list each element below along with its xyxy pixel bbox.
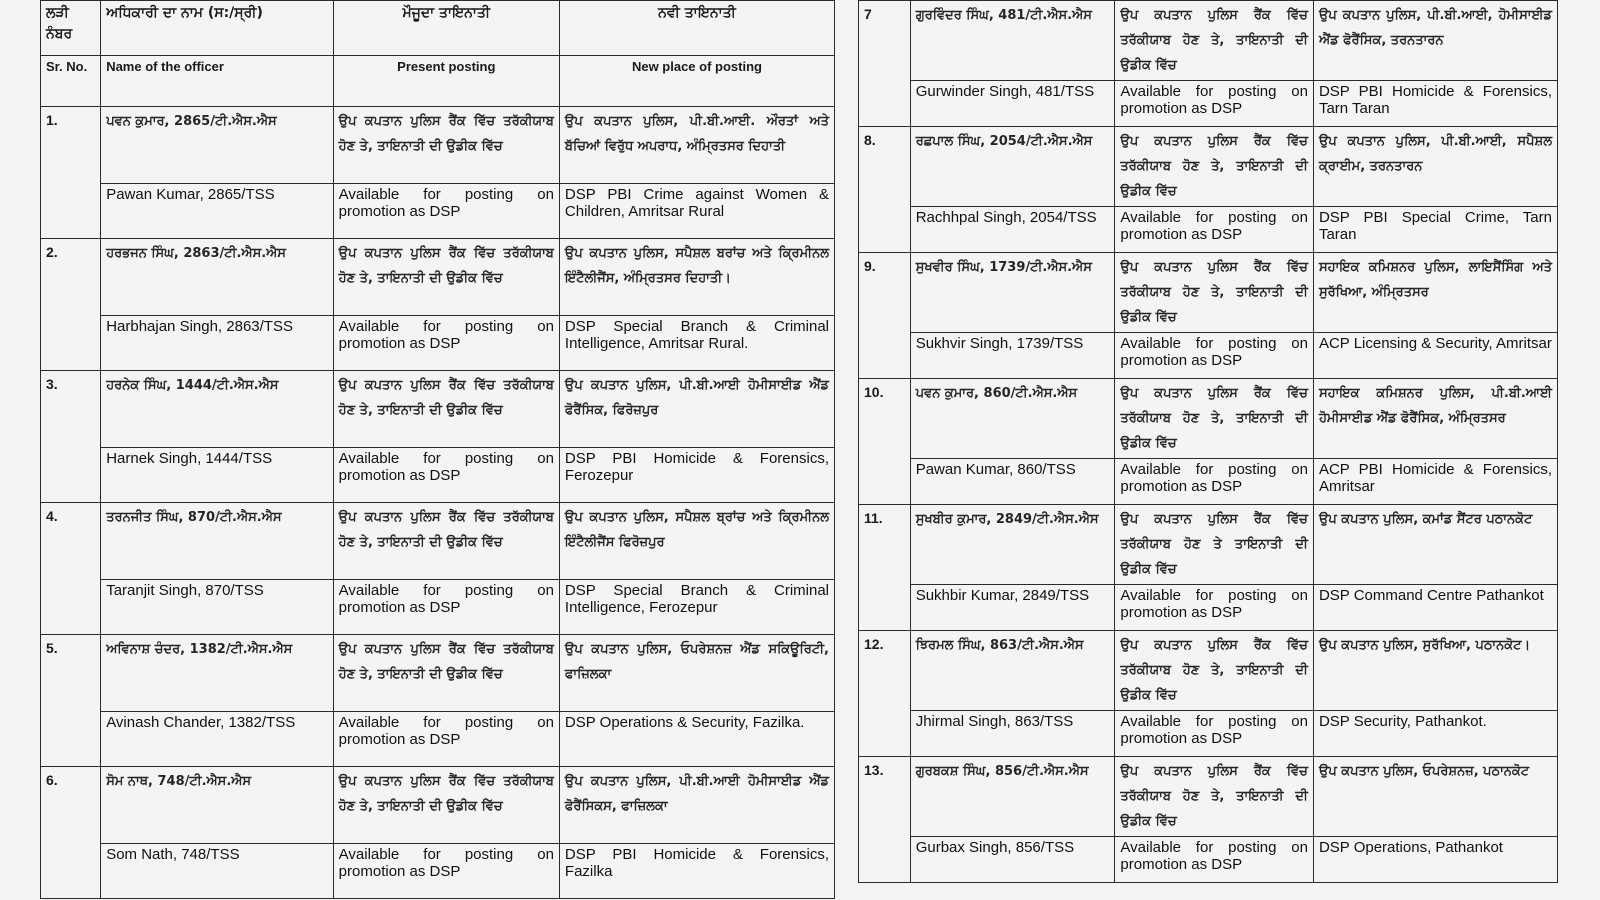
present-posting-punjabi: ਉਪ ਕਪਤਾਨ ਪੁਲਿਸ ਰੈਂਕ ਵਿੱਚ ਤਰੱਕੀਯਾਬ ਹੋਣ ਤੇ, ਤਾਇਨਾਤੀ ਦੀ ਉਡੀਕ ਵਿੱਚ bbox=[333, 635, 559, 712]
officer-name-punjabi: ਹਰਭਜਨ ਸਿੰਘ, 2863/ਟੀ.ਐਸ.ਐਸ bbox=[101, 239, 333, 316]
table-row bbox=[41, 371, 835, 448]
header-present-punjabi: ਮੌਜੂਦਾ ਤਾਇਨਾਤੀ bbox=[333, 1, 559, 56]
header-sr-english: Sr. No. bbox=[41, 56, 101, 107]
new-posting-english: DSP Operations, Pathankot bbox=[1313, 837, 1557, 883]
new-posting-english: DSP Security, Pathankot. bbox=[1313, 711, 1557, 757]
officer-name-punjabi: ਤਰਨਜੀਤ ਸਿੰਘ, 870/ਟੀ.ਐਸ.ਐਸ bbox=[101, 503, 333, 580]
officer-name-english: Gurbax Singh, 856/TSS bbox=[910, 837, 1115, 883]
new-posting-punjabi: ਸਹਾਇਕ ਕਮਿਸ਼ਨਰ ਪੁਲਿਸ, ਪੀ.ਬੀ.ਆਈ ਹੋਮੀਸਾਈਡ ਐਂਡ ਫੋਰੈਂਸਿਕ, ਅੰਮ੍ਰਿਤਸਰ bbox=[1313, 379, 1557, 459]
officer-name-english: Gurwinder Singh, 481/TSS bbox=[910, 81, 1115, 127]
table-row bbox=[41, 316, 835, 371]
serial-number: 13. bbox=[859, 757, 911, 883]
table-row bbox=[859, 253, 1558, 333]
new-posting-english: DSP PBI Homicide & Forensics, Ferozepur bbox=[559, 448, 834, 503]
serial-number: 3. bbox=[41, 371, 101, 503]
new-posting-punjabi: ਉਪ ਕਪਤਾਨ ਪੁਲਿਸ, ਸੁਰੱਖਿਆ, ਪਠਾਨਕੋਟ। bbox=[1313, 631, 1557, 711]
new-posting-punjabi: ਉਪ ਕਪਤਾਨ ਪੁਲਿਸ, ਕਮਾਂਡ ਸੈਂਟਰ ਪਠਾਨਕੋਟ bbox=[1313, 505, 1557, 585]
new-posting-punjabi: ਉਪ ਕਪਤਾਨ ਪੁਲਿਸ, ਸਪੈਸ਼ਲ ਬਰਾਂਚ ਅਤੇ ਕ੍ਰਿਮੀਨਲ ਇੰਟੈਲੀਜੈਂਸ, ਅੰਮ੍ਰਿਤਸਰ ਦਿਹਾਤੀ। bbox=[559, 239, 834, 316]
serial-number: 5. bbox=[41, 635, 101, 767]
present-posting-english: Available for posting on promotion as DSP bbox=[333, 448, 559, 503]
present-posting-punjabi: ਉਪ ਕਪਤਾਨ ਪੁਲਿਸ ਰੈਂਕ ਵਿੱਚ ਤਰੱਕੀਯਾਬ ਹੋਣ ਤੇ, ਤਾਇਨਾਤੀ ਦੀ ਉਡੀਕ ਵਿੱਚ bbox=[333, 767, 559, 844]
present-posting-english: Available for posting on promotion as DSP bbox=[1115, 711, 1314, 757]
officer-name-english: Taranjit Singh, 870/TSS bbox=[101, 580, 333, 635]
new-posting-punjabi: ਉਪ ਕਪਤਾਨ ਪੁਲਿਸ, ਪੀ.ਬੀ.ਆਈ, ਸਪੈਸ਼ਲ ਕ੍ਰਾਈਮ, ਤਰਨਤਾਰਨ bbox=[1313, 127, 1557, 207]
officer-name-punjabi: ਸੁਖਬੀਰ ਕੁਮਾਰ, 2849/ਟੀ.ਐਸ.ਐਸ bbox=[910, 505, 1115, 585]
serial-number: 7 bbox=[859, 1, 911, 127]
serial-number: 9. bbox=[859, 253, 911, 379]
present-posting-english: Available for posting on promotion as DSP bbox=[1115, 459, 1314, 505]
new-posting-punjabi: ਉਪ ਕਪਤਾਨ ਪੁਲਿਸ, ਪੀ.ਬੀ.ਆਈ ਹੋਮੀਸਾਈਡ ਐਂਡ ਫੋਰੈਂਸਿਕਸ, ਫਾਜ਼ਿਲਕਾ bbox=[559, 767, 834, 844]
header-new-punjabi: ਨਵੀ ਤਾਇਨਾਤੀ bbox=[559, 1, 834, 56]
present-posting-english: Available for posting on promotion as DSP bbox=[333, 184, 559, 239]
table-row bbox=[41, 239, 835, 316]
present-posting-punjabi: ਉਪ ਕਪਤਾਨ ਪੁਲਿਸ ਰੈਂਕ ਵਿੱਚ ਤਰੱਕੀਯਾਬ ਹੋਣ ਤੇ, ਤਾਇਨਾਤੀ ਦੀ ਉਡੀਕ ਵਿੱਚ bbox=[333, 239, 559, 316]
table-row bbox=[859, 207, 1558, 253]
table-row bbox=[859, 837, 1558, 883]
table-row bbox=[859, 81, 1558, 127]
present-posting-punjabi: ਉਪ ਕਪਤਾਨ ਪੁਲਿਸ ਰੈਂਕ ਵਿੱਚ ਤਰੱਕੀਯਾਬ ਹੋਣ ਤੇ ਤਾਇਨਾਤੀ ਦੀ ਉਡੀਕ ਵਿੱਚ bbox=[1115, 505, 1314, 585]
present-posting-english: Available for posting on promotion as DSP bbox=[333, 316, 559, 371]
new-posting-english: DSP Operations & Security, Fazilka. bbox=[559, 712, 834, 767]
posting-table-left bbox=[40, 0, 835, 899]
officer-name-punjabi: ਝਿਰਮਲ ਸਿੰਘ, 863/ਟੀ.ਐਸ.ਐਸ bbox=[910, 631, 1115, 711]
table-row bbox=[41, 107, 835, 184]
table-row bbox=[41, 448, 835, 503]
serial-number: 1. bbox=[41, 107, 101, 239]
table-row bbox=[859, 127, 1558, 207]
serial-number: 10. bbox=[859, 379, 911, 505]
officer-name-punjabi: ਸੁਖਵੀਰ ਸਿੰਘ, 1739/ਟੀ.ਐਸ.ਐਸ bbox=[910, 253, 1115, 333]
table-row bbox=[859, 585, 1558, 631]
header-row-punjabi bbox=[41, 1, 835, 56]
new-posting-punjabi: ਉਪ ਕਪਤਾਨ ਪੁਲਿਸ, ਓਪਰੇਸ਼ਨਜ਼, ਪਠਾਨਕੋਟ bbox=[1313, 757, 1557, 837]
table-row bbox=[859, 459, 1558, 505]
table-row bbox=[41, 580, 835, 635]
new-posting-english: DSP PBI Homicide & Forensics, Tarn Taran bbox=[1313, 81, 1557, 127]
new-posting-punjabi: ਉਪ ਕਪਤਾਨ ਪੁਲਿਸ, ਪੀ.ਬੀ.ਆਈ, ਹੋਮੀਸਾਈਡ ਐਂਡ ਫੋਰੈਂਸਿਕ, ਤਰਨਤਾਰਨ bbox=[1313, 1, 1557, 81]
table-row bbox=[41, 712, 835, 767]
new-posting-english: DSP Special Branch & Criminal Intelligence, Amritsar Rural. bbox=[559, 316, 834, 371]
officer-name-english: Sukhvir Singh, 1739/TSS bbox=[910, 333, 1115, 379]
officer-name-english: Rachhpal Singh, 2054/TSS bbox=[910, 207, 1115, 253]
new-posting-punjabi: ਉਪ ਕਪਤਾਨ ਪੁਲਿਸ, ਪੀ.ਬੀ.ਆਈ. ਔਰਤਾਂ ਅਤੇ ਬੱਚਿਆਂ ਵਿਰੁੱਧ ਅਪਰਾਧ, ਅੰਮ੍ਰਿਤਸਰ ਦਿਹਾਤੀ bbox=[559, 107, 834, 184]
present-posting-english: Available for posting on promotion as DSP bbox=[1115, 837, 1314, 883]
table-row bbox=[41, 767, 835, 844]
officer-name-english: Avinash Chander, 1382/TSS bbox=[101, 712, 333, 767]
serial-number: 8. bbox=[859, 127, 911, 253]
officer-name-english: Harbhajan Singh, 2863/TSS bbox=[101, 316, 333, 371]
present-posting-english: Available for posting on promotion as DSP bbox=[1115, 81, 1314, 127]
new-posting-english: ACP PBI Homicide & Forensics, Amritsar bbox=[1313, 459, 1557, 505]
present-posting-english: Available for posting on promotion as DSP bbox=[333, 580, 559, 635]
officer-name-punjabi: ਪਵਨ ਕੁਮਾਰ, 2865/ਟੀ.ਐਸ.ਐਸ bbox=[101, 107, 333, 184]
present-posting-punjabi: ਉਪ ਕਪਤਾਨ ਪੁਲਿਸ ਰੈਂਕ ਵਿੱਚ ਤਰੱਕੀਯਾਬ ਹੋਣ ਤੇ, ਤਾਇਨਾਤੀ ਦੀ ਉਡੀਕ ਵਿੱਚ bbox=[1115, 631, 1314, 711]
header-sr-punjabi: ਲੜੀ ਨੰਬਰ bbox=[41, 1, 101, 56]
header-new-english: New place of posting bbox=[559, 56, 834, 107]
present-posting-punjabi: ਉਪ ਕਪਤਾਨ ਪੁਲਿਸ ਰੈਂਕ ਵਿੱਚ ਤਰੱਕੀਯਾਬ ਹੋਣ ਤੇ, ਤਾਇਨਾਤੀ ਦੀ ਉਡੀਕ ਵਿੱਚ bbox=[1115, 379, 1314, 459]
serial-number: 12. bbox=[859, 631, 911, 757]
officer-name-english: Jhirmal Singh, 863/TSS bbox=[910, 711, 1115, 757]
new-posting-english: DSP Special Branch & Criminal Intelligence, Ferozepur bbox=[559, 580, 834, 635]
present-posting-english: Available for posting on promotion as DSP bbox=[333, 844, 559, 899]
present-posting-english: Available for posting on promotion as DSP bbox=[1115, 207, 1314, 253]
serial-number: 2. bbox=[41, 239, 101, 371]
present-posting-punjabi: ਉਪ ਕਪਤਾਨ ਪੁਲਿਸ ਰੈਂਕ ਵਿੱਚ ਤਰੱਕੀਯਾਬ ਹੋਣ ਤੇ, ਤਾਇਨਾਤੀ ਦੀ ਉਡੀਕ ਵਿੱਚ bbox=[333, 503, 559, 580]
new-posting-punjabi: ਉਪ ਕਪਤਾਨ ਪੁਲਿਸ, ਪੀ.ਬੀ.ਆਈ ਹੋਮੀਸਾਈਡ ਐਂਡ ਫੋਰੈਂਸਿਕ, ਫਿਰੋਜ਼ਪੁਰ bbox=[559, 371, 834, 448]
table-row bbox=[41, 635, 835, 712]
table-row bbox=[859, 333, 1558, 379]
officer-name-punjabi: ਹਰਨੇਕ ਸਿੰਘ, 1444/ਟੀ.ਐਸ.ਐਸ bbox=[101, 371, 333, 448]
new-posting-english: DSP PBI Special Crime, Tarn Taran bbox=[1313, 207, 1557, 253]
officer-name-english: Harnek Singh, 1444/TSS bbox=[101, 448, 333, 503]
present-posting-punjabi: ਉਪ ਕਪਤਾਨ ਪੁਲਿਸ ਰੈਂਕ ਵਿੱਚ ਤਰੱਕੀਯਾਬ ਹੋਣ ਤੇ, ਤਾਇਨਾਤੀ ਦੀ ਉਡੀਕ ਵਿੱਚ bbox=[1115, 1, 1314, 81]
officer-name-punjabi: ਸੋਮ ਨਾਥ, 748/ਟੀ.ਐਸ.ਐਸ bbox=[101, 767, 333, 844]
serial-number: 6. bbox=[41, 767, 101, 899]
posting-table-right bbox=[858, 0, 1558, 883]
right-table-body bbox=[859, 1, 1558, 883]
table-row bbox=[41, 503, 835, 580]
posting-table-left-page bbox=[40, 0, 835, 900]
officer-name-punjabi: ਗੁਰਵਿੰਦਰ ਸਿੰਘ, 481/ਟੀ.ਐਸ.ਐਸ bbox=[910, 1, 1115, 81]
table-row bbox=[41, 844, 835, 899]
present-posting-english: Available for posting on promotion as DSP bbox=[333, 712, 559, 767]
table-row bbox=[859, 505, 1558, 585]
table-row bbox=[859, 711, 1558, 757]
officer-name-english: Som Nath, 748/TSS bbox=[101, 844, 333, 899]
officer-name-punjabi: ਰਛਪਾਲ ਸਿੰਘ, 2054/ਟੀ.ਐਸ.ਐਸ bbox=[910, 127, 1115, 207]
present-posting-english: Available for posting on promotion as DSP bbox=[1115, 333, 1314, 379]
officer-name-punjabi: ਅਵਿਨਾਸ਼ ਚੰਦਰ, 1382/ਟੀ.ਐਸ.ਐਸ bbox=[101, 635, 333, 712]
present-posting-punjabi: ਉਪ ਕਪਤਾਨ ਪੁਲਿਸ ਰੈਂਕ ਵਿੱਚ ਤਰੱਕੀਯਾਬ ਹੋਣ ਤੇ, ਤਾਇਨਾਤੀ ਦੀ ਉਡੀਕ ਵਿੱਚ bbox=[333, 371, 559, 448]
serial-number: 4. bbox=[41, 503, 101, 635]
new-posting-english: DSP PBI Crime against Women & Children, Amritsar Rural bbox=[559, 184, 834, 239]
posting-table-right-page bbox=[858, 0, 1558, 900]
new-posting-punjabi: ਸਹਾਇਕ ਕਮਿਸ਼ਨਰ ਪੁਲਿਸ, ਲਾਇਸੈਂਸਿੰਗ ਅਤੇ ਸੁਰੱਖਿਆ, ਅੰਮ੍ਰਿਤਸਰ bbox=[1313, 253, 1557, 333]
serial-number: 11. bbox=[859, 505, 911, 631]
table-row bbox=[859, 379, 1558, 459]
officer-name-punjabi: ਗੁਰਬਕਸ਼ ਸਿੰਘ, 856/ਟੀ.ਐਸ.ਐਸ bbox=[910, 757, 1115, 837]
header-name-punjabi: ਅਧਿਕਾਰੀ ਦਾ ਨਾਮ (ਸ:/ਸ੍ਰੀ) bbox=[101, 1, 333, 56]
present-posting-punjabi: ਉਪ ਕਪਤਾਨ ਪੁਲਿਸ ਰੈਂਕ ਵਿੱਚ ਤਰੱਕੀਯਾਬ ਹੋਣ ਤੇ, ਤਾਇਨਾਤੀ ਦੀ ਉਡੀਕ ਵਿੱਚ bbox=[1115, 757, 1314, 837]
present-posting-punjabi: ਉਪ ਕਪਤਾਨ ਪੁਲਿਸ ਰੈਂਕ ਵਿੱਚ ਤਰੱਕੀਯਾਬ ਹੋਣ ਤੇ, ਤਾਇਨਾਤੀ ਦੀ ਉਡੀਕ ਵਿੱਚ bbox=[1115, 127, 1314, 207]
present-posting-english: Available for posting on promotion as DSP bbox=[1115, 585, 1314, 631]
new-posting-english: ACP Licensing & Security, Amritsar bbox=[1313, 333, 1557, 379]
officer-name-english: Pawan Kumar, 860/TSS bbox=[910, 459, 1115, 505]
table-row bbox=[859, 1, 1558, 81]
new-posting-punjabi: ਉਪ ਕਪਤਾਨ ਪੁਲਿਸ, ਸਪੈਸ਼ਲ ਬ੍ਰਾਂਚ ਅਤੇ ਕ੍ਰਿਮੀਨਲ ਇੰਟੈਲੀਜੈਂਸ ਫਿਰੋਜ਼ਪੁਰ bbox=[559, 503, 834, 580]
new-posting-punjabi: ਉਪ ਕਪਤਾਨ ਪੁਲਿਸ, ਓਪਰੇਸ਼ਨਜ਼ ਐਂਡ ਸਕਿਊਰਿਟੀ, ਫਾਜ਼ਿਲਕਾ bbox=[559, 635, 834, 712]
officer-name-english: Sukhbir Kumar, 2849/TSS bbox=[910, 585, 1115, 631]
header-present-english: Present posting bbox=[333, 56, 559, 107]
header-row-english bbox=[41, 56, 835, 107]
new-posting-english: DSP PBI Homicide & Forensics, Fazilka bbox=[559, 844, 834, 899]
left-table-body bbox=[41, 107, 835, 899]
new-posting-english: DSP Command Centre Pathankot bbox=[1313, 585, 1557, 631]
header-name-english: Name of the officer bbox=[101, 56, 333, 107]
table-row bbox=[859, 757, 1558, 837]
table-row bbox=[41, 184, 835, 239]
present-posting-punjabi: ਉਪ ਕਪਤਾਨ ਪੁਲਿਸ ਰੈਂਕ ਵਿੱਚ ਤਰੱਕੀਯਾਬ ਹੋਣ ਤੇ, ਤਾਇਨਾਤੀ ਦੀ ਉਡੀਕ ਵਿੱਚ bbox=[333, 107, 559, 184]
officer-name-english: Pawan Kumar, 2865/TSS bbox=[101, 184, 333, 239]
present-posting-punjabi: ਉਪ ਕਪਤਾਨ ਪੁਲਿਸ ਰੈਂਕ ਵਿੱਚ ਤਰੱਕੀਯਾਬ ਹੋਣ ਤੇ, ਤਾਇਨਾਤੀ ਦੀ ਉਡੀਕ ਵਿੱਚ bbox=[1115, 253, 1314, 333]
table-row bbox=[859, 631, 1558, 711]
officer-name-punjabi: ਪਵਨ ਕੁਮਾਰ, 860/ਟੀ.ਐਸ.ਐਸ bbox=[910, 379, 1115, 459]
